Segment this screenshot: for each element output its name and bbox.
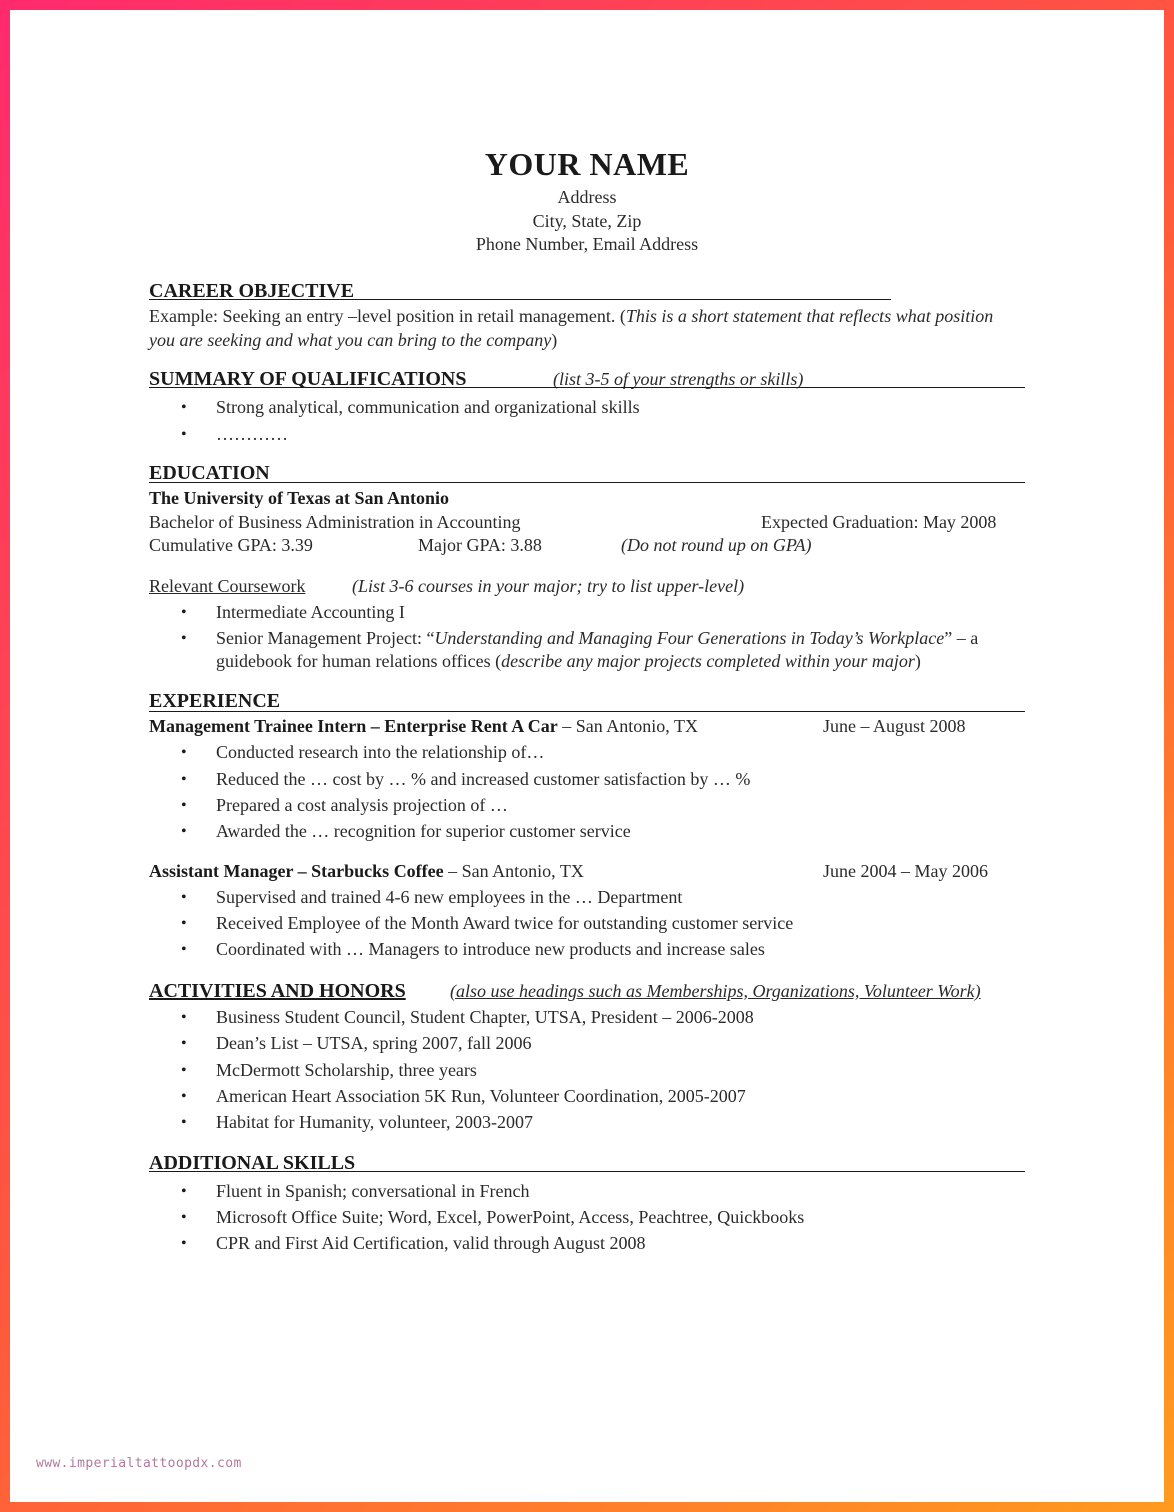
- graduation-date: Expected Graduation: May 2008: [761, 512, 997, 532]
- activity-item: American Heart Association 5K Run, Volunteer Coordination, 2005-2007: [216, 1086, 746, 1106]
- bullet-icon: •: [181, 915, 187, 932]
- job1-location: – San Antonio, TX: [557, 716, 698, 736]
- job2-item: Received Employee of the Month Award twice for outstanding customer service: [216, 913, 794, 933]
- education-rule: [149, 482, 1025, 483]
- skill-item: Fluent in Spanish; conversational in French: [216, 1181, 530, 1201]
- job1-item: Awarded the … recognition for superior customer service: [216, 821, 631, 841]
- career-objective-note-line2: you are seeking and what you can bring to the company: [149, 330, 552, 350]
- activity-item: McDermott Scholarship, three years: [216, 1060, 477, 1080]
- job2-item: Coordinated with … Managers to introduce new products and increase sales: [216, 939, 765, 959]
- bullet-icon: •: [181, 1183, 187, 1200]
- bullet-icon: •: [181, 1062, 187, 1079]
- project-prefix: Senior Management Project: “: [216, 628, 435, 648]
- qualifications-rule: [149, 387, 1025, 388]
- career-objective-close: ): [551, 330, 558, 350]
- skill-item: CPR and First Aid Certification, valid through August 2008: [216, 1233, 646, 1253]
- coursework-label: Relevant Coursework: [149, 576, 306, 596]
- school-name: The University of Texas at San Antonio: [149, 488, 450, 508]
- project-title: Understanding and Managing Four Generations in Today’s Workplace: [434, 628, 945, 648]
- job1-title-line: [149, 716, 698, 737]
- major-gpa: Major GPA: 3.88: [418, 535, 542, 555]
- job2-location: – San Antonio, TX: [443, 861, 584, 881]
- career-objective-text: [149, 306, 993, 327]
- job1-dates: June – August 2008: [823, 716, 966, 736]
- career-objective-note-line1: This is a short statement that reflects what position: [625, 306, 994, 326]
- activity-item: Habitat for Humanity, volunteer, 2003-2007: [216, 1112, 534, 1132]
- phone-email-line: Phone Number, Email Address: [475, 234, 699, 254]
- course-item-project: [216, 628, 978, 649]
- bullet-icon: •: [181, 1009, 187, 1026]
- project-line2: guidebook for human relations offices (: [216, 651, 502, 671]
- resume-name: YOUR NAME: [484, 146, 690, 182]
- activity-item: Business Student Council, Student Chapter, UTSA, President – 2006-2008: [216, 1007, 754, 1027]
- coursework-note: (List 3-6 courses in your major; try to list upper-level): [352, 576, 745, 596]
- project-close: ): [914, 651, 921, 671]
- bullet-icon: •: [181, 889, 187, 906]
- bullet-icon: •: [181, 797, 187, 814]
- bullet-icon: •: [181, 604, 187, 621]
- city-state-zip-line: City, State, Zip: [532, 211, 642, 231]
- skills-heading: ADDITIONAL SKILLS: [149, 1152, 356, 1174]
- activities-note: (also use headings such as Memberships, Organizations, Volunteer Work): [450, 981, 981, 1001]
- experience-heading: EXPERIENCE: [149, 690, 281, 712]
- bullet-icon: •: [181, 630, 187, 647]
- skills-rule: [149, 1171, 1025, 1172]
- course-item-project-line2: [216, 651, 921, 672]
- job1-item: Prepared a cost analysis projection of …: [216, 795, 508, 815]
- bullet-icon: •: [181, 1035, 187, 1052]
- bullet-icon: •: [181, 1209, 187, 1226]
- job2-dates: June 2004 – May 2006: [823, 861, 988, 881]
- job2-item: Supervised and trained 4-6 new employees in the … Department: [216, 887, 683, 907]
- watermark-url: www.imperialtattoopdx.com: [36, 1456, 242, 1471]
- bullet-icon: •: [181, 1088, 187, 1105]
- activity-item: Dean’s List – UTSA, spring 2007, fall 2006: [216, 1033, 532, 1053]
- job1-title: Management Trainee Intern – Enterprise Rent A Car: [149, 716, 558, 736]
- course-item: Intermediate Accounting I: [216, 602, 405, 622]
- bullet-icon: •: [181, 426, 187, 443]
- job1-item: Conducted research into the relationship of…: [216, 742, 545, 762]
- education-heading: EDUCATION: [149, 462, 270, 484]
- bullet-icon: •: [181, 399, 187, 416]
- qualifications-note: (list 3-5 of your strengths or skills): [553, 369, 804, 389]
- career-objective-example: Example: Seeking an entry –level position in retail management. (: [149, 306, 626, 326]
- bullet-icon: •: [181, 1235, 187, 1252]
- address-line: Address: [557, 187, 617, 207]
- skill-item: Microsoft Office Suite; Word, Excel, PowerPoint, Access, Peachtree, Quickbooks: [216, 1207, 805, 1227]
- bullet-icon: •: [181, 941, 187, 958]
- career-objective-text-line2: [149, 330, 557, 351]
- activities-heading: ACTIVITIES AND HONORS: [149, 980, 406, 1002]
- qualification-item: …………: [216, 424, 288, 444]
- qualification-item: Strong analytical, communication and organizational skills: [216, 397, 640, 417]
- job2-title-line: [149, 861, 584, 882]
- cumulative-gpa: Cumulative GPA: 3.39: [149, 535, 313, 555]
- gpa-note: (Do not round up on GPA): [621, 535, 812, 555]
- bullet-icon: •: [181, 1114, 187, 1131]
- job1-item: Reduced the … cost by … % and increased customer satisfaction by … %: [216, 769, 751, 789]
- job2-title: Assistant Manager – Starbucks Coffee: [149, 861, 444, 881]
- bullet-icon: •: [181, 771, 187, 788]
- career-objective-rule: [149, 299, 891, 300]
- bullet-icon: •: [181, 744, 187, 761]
- degree: Bachelor of Business Administration in Accounting: [149, 512, 521, 532]
- career-objective-heading: CAREER OBJECTIVE: [149, 280, 355, 302]
- project-suffix: ” – a: [944, 628, 979, 648]
- project-note: describe any major projects completed within your major: [501, 651, 915, 671]
- qualifications-heading: SUMMARY OF QUALIFICATIONS: [149, 368, 467, 390]
- bullet-icon: •: [181, 823, 187, 840]
- experience-rule: [149, 711, 1025, 712]
